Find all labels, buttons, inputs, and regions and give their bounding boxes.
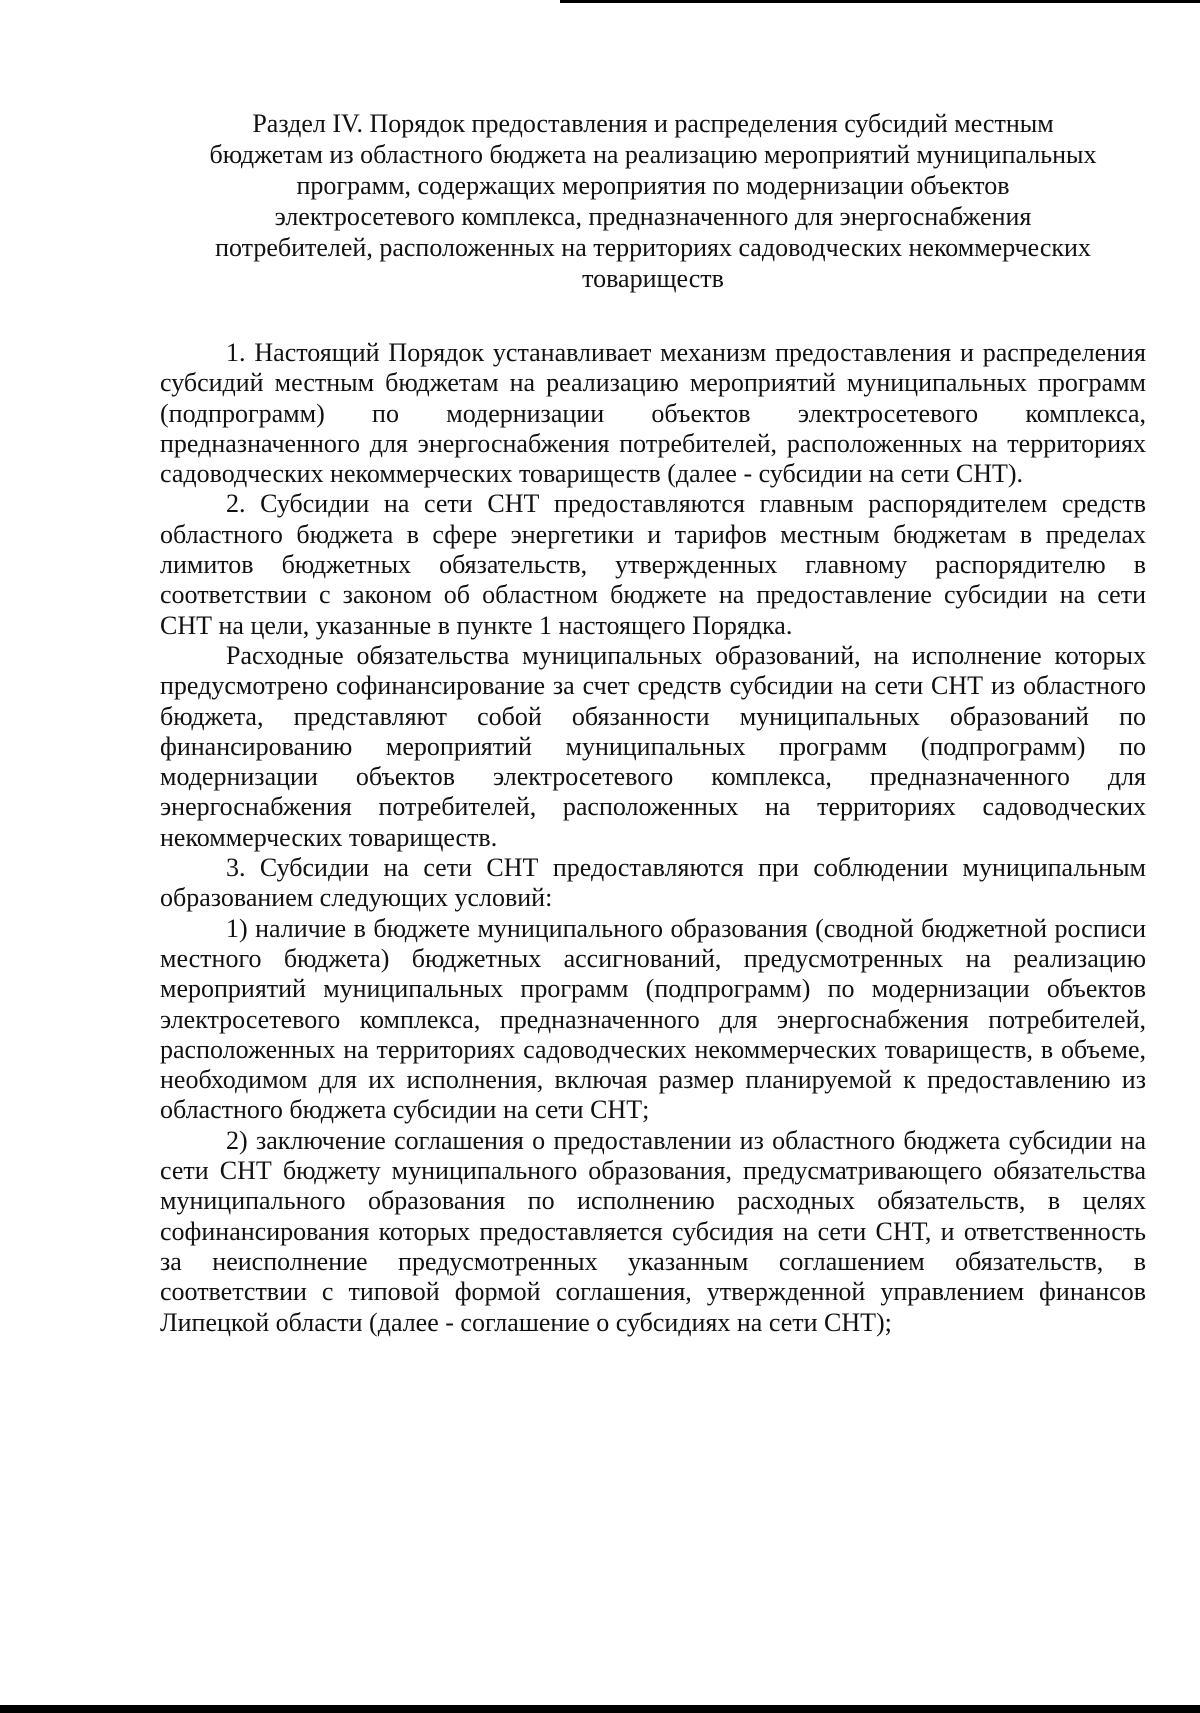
section-title: [168, 108, 1138, 294]
title-line: потребителей, расположенных на территориях садоводческих некоммерческих: [215, 233, 1091, 262]
title-line: товариществ: [582, 264, 724, 293]
condition-1: 1) наличие в бюджете муниципального образования (сводной бюджетной росписи местного бюджета) бюджетных ассигнований, предусмотренных на реализацию мероприятий муниципальных программ (подпрограмм) по модернизации объектов электросетевого комплекса, предназначенного для энергоснабжения потребителей, расположенных на территориях садоводческих некоммерческих товариществ, в объеме, необходимом для их исполнения, включая размер планируемой к предоставлению из областного бюджета субсидии на сети СНТ;: [160, 913, 1146, 1125]
scan-edge-top: [560, 0, 1200, 3]
scan-edge-bottom: [0, 1705, 1200, 1713]
paragraph-expense-obligations: Расходные обязательства муниципальных образований, на исполнение которых предусмотрено софинансирование за счет средств субсидии на сети СНТ из областного бюджета, представляют собой обязанности муниципальных образований по финансированию мероприятий муниципальных программ (подпрограмм) по модернизации объектов электросетевого комплекса, предназначенного для энергоснабжения потребителей, расположенных на территориях садоводческих некоммерческих товариществ.: [160, 640, 1146, 852]
title-line: программ, содержащих мероприятия по модернизации объектов: [296, 171, 1010, 200]
paragraph-2: 2. Субсидии на сети СНТ предоставляются главным распорядителем средств областного бюджета в сфере энергетики и тарифов местным бюджетам в пределах лимитов бюджетных обязательств, утвержденных главному распорядителю в соответствии с законом об областном бюджете на предоставление субсидии на сети СНТ на цели, указанные в пункте 1 настоящего Порядка.: [160, 489, 1146, 640]
condition-2: 2) заключение соглашения о предоставлении из областного бюджета субсидии на сети СНТ бюджету муниципального образования, предусматривающего обязательства муниципального образования по исполнению расходных обязательств, в целях софинансирования которых предоставляется субсидия на сети СНТ, и ответственность за неисполнение предусмотренных указанным соглашением обязательств, в соответствии с типовой формой соглашения, утвержденной управлением финансов Липецкой области (далее - соглашение о субсидиях на сети СНТ);: [160, 1125, 1146, 1337]
paragraph-3: 3. Субсидии на сети СНТ предоставляются при соблюдении муниципальным образованием следующих условий:: [160, 853, 1146, 913]
title-line: электросетевого комплекса, предназначенного для энергоснабжения: [274, 202, 1032, 231]
document-page: [160, 108, 1146, 1338]
paragraph-1: 1. Настоящий Порядок устанавливает механизм предоставления и распределения субсидий местным бюджетам на реализацию мероприятий муниципальных программ (подпрограмм) по модернизации объектов электросетевого комплекса, предназначенного для энергоснабжения потребителей, расположенных на территориях садоводческих некоммерческих товариществ (далее - субсидии на сети СНТ).: [160, 338, 1146, 489]
document-body: [160, 338, 1146, 1338]
title-line: Раздел IV. Порядок предоставления и распределения субсидий местным: [252, 109, 1054, 138]
title-line: бюджетам из областного бюджета на реализацию мероприятий муниципальных: [209, 140, 1097, 169]
